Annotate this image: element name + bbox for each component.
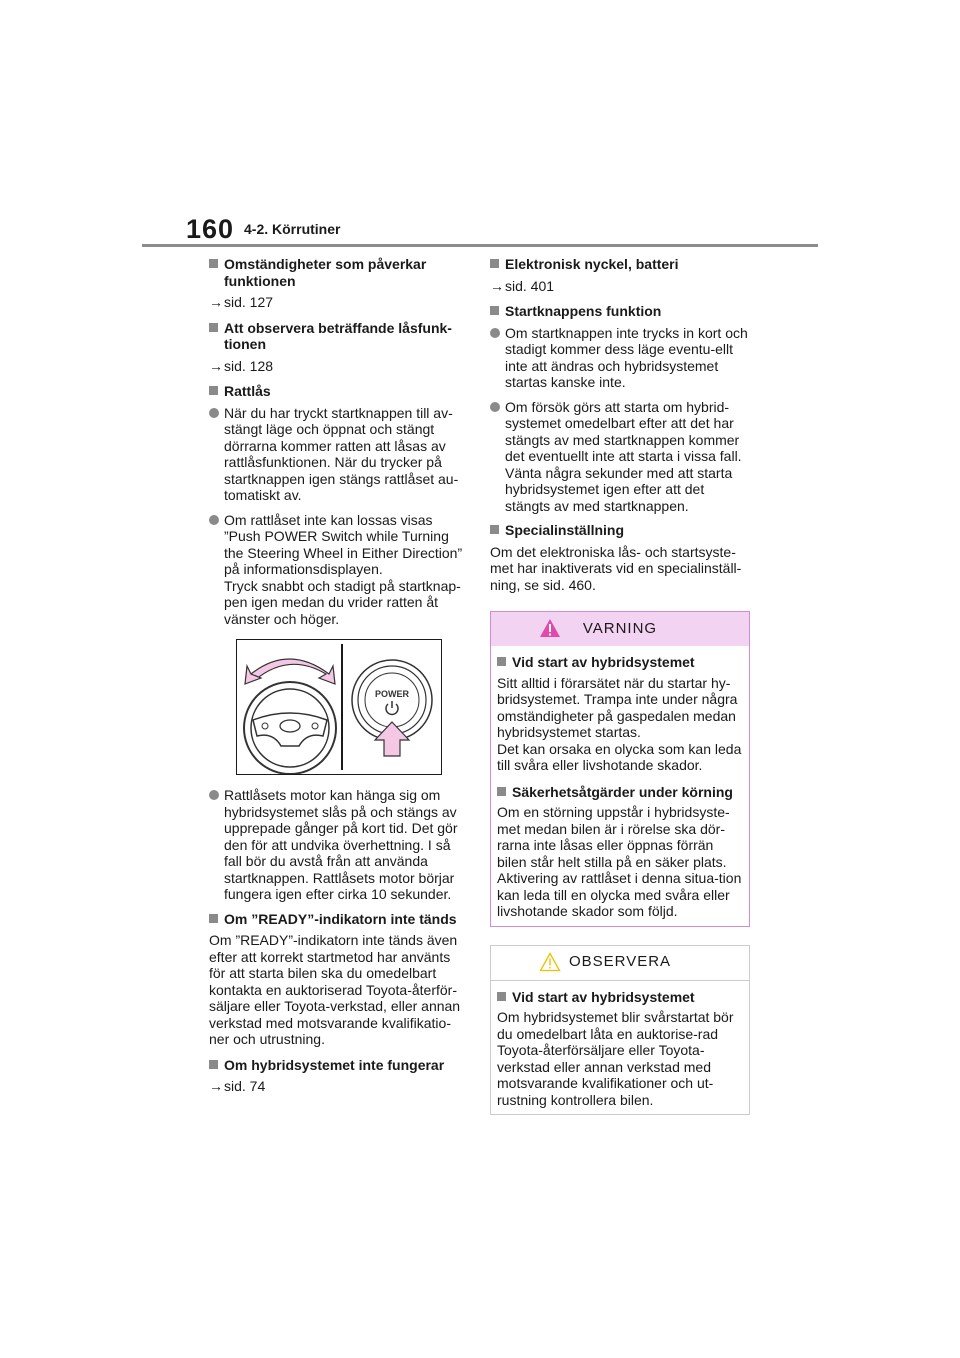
- warning-title-bar: [491, 612, 749, 646]
- right-column: [490, 256, 750, 1115]
- power-label: POWER: [374, 689, 410, 699]
- heading-special-setting: Specialinställning: [490, 522, 750, 539]
- warning-text: Om en störning uppstår i hybridsyste-met medan bilen är i rörelse ska dör-rarna inte låsas eller öppnas förrän bilen står helt stilla på en säker plats. Aktivering av rattlåset i denna situa-tion kan leda till en olycka med svåra eller livshotande skador som följd.: [497, 804, 742, 919]
- bullet-text: Om rattlåset inte kan lossas visas ”Push POWER Switch while Turning the Steering Wheel in Either Direction” på informationsdisplayen.: [224, 511, 463, 577]
- paragraph: Om ”READY”-indikatorn inte tänds även efter att korrekt startmetod har använts för att starta bilen ska du omedelbart kontakta en auktoriserad Toyota-återför-säljare eller Toyota-verkstad, eller annan verkstad med motsvarande kvalifikatio-ner och utrustning.: [209, 932, 461, 1047]
- bullet-item: När du har tryckt startknappen till av-stängt läge och öppnat och stängt dörrarna kommer ratten att låsas av rattlåsfunktionen. När du trycker på startknappen igen stängs rattlåset au-tomatiskt av.: [209, 405, 467, 504]
- paragraph: Om det elektroniska lås- och startsyste-met har inaktiverats vid en specialinställ-ning, se sid. 460.: [490, 543, 742, 593]
- power-button-illustration: [343, 640, 441, 774]
- notice-title-bar: [491, 946, 749, 981]
- bullet-item: [209, 512, 467, 628]
- heading-ready-indicator: Om ”READY”-indikatorn inte tänds: [209, 911, 467, 928]
- bullet-item: Om startknappen inte trycks in kort och stadigt kommer dess läge eventu-ellt inte att ändras och hybridsystemet startas kanske inte.: [490, 325, 750, 391]
- heading-hybrid-system: Om hybridsystemet inte fungerar: [209, 1057, 467, 1074]
- header-rule: [142, 244, 818, 247]
- notice-box: [490, 945, 750, 1116]
- page-number: 160: [186, 214, 235, 244]
- warning-title: VARNING: [582, 619, 658, 637]
- reference-text: sid. 74: [224, 1078, 266, 1094]
- warning-heading: Säkerhetsåtgärder under körning: [497, 784, 743, 801]
- heading-start-button: Startknappens funktion: [490, 303, 750, 320]
- heading-steering-lock: Rattlås: [209, 383, 467, 400]
- reference-text: sid. 128: [224, 357, 274, 374]
- notice-body: [491, 981, 749, 1115]
- arrow-right-icon: →: [209, 1078, 223, 1094]
- left-column: [209, 256, 467, 1104]
- heading-key-battery: Elektronisk nyckel, batteri: [490, 256, 750, 273]
- warning-box: [490, 611, 750, 927]
- steering-power-figure: [236, 639, 442, 775]
- reference-text: sid. 127: [224, 294, 274, 310]
- warning-text: Det kan orsaka en olycka som kan leda till svåra eller livshotande skador.: [497, 740, 742, 773]
- page-reference: [209, 294, 467, 311]
- arrow-right-icon: →: [490, 277, 504, 294]
- warning-triangle-icon: [539, 618, 561, 638]
- warning-heading: Vid start av hybridsystemet: [497, 654, 743, 671]
- page-reference: [209, 1078, 467, 1095]
- caution-triangle-icon: [539, 952, 561, 972]
- bullet-text: Tryck snabbt och stadigt på startknap-pen igen medan du vrider ratten åt vänster och höger.: [224, 577, 461, 627]
- bullet-item: Om försök görs att starta om hybrid-systemet omedelbart efter att det har stängts av med startknappen kommer det eventuellt inte att starta i vissa fall. Vänta några sekunder med att starta hybridsystemet igen efter att det stängts av med startknappen.: [490, 399, 750, 515]
- page-reference: [209, 358, 467, 375]
- notice-heading: Vid start av hybridsystemet: [497, 989, 743, 1006]
- warning-body: [491, 646, 749, 926]
- heading-circumstances: Omständigheter som påverkar funktionen: [209, 256, 467, 289]
- heading-lock-function: Att observera beträffande låsfunk-tionen: [209, 320, 467, 353]
- arrow-right-icon: →: [209, 294, 223, 310]
- warning-text: Sitt alltid i förarsätet när du startar hy-bridsystemet. Trampa inte under några omständigheter på gaspedalen medan hybridsystemet startas.: [497, 674, 738, 740]
- page-reference: [490, 278, 750, 295]
- notice-title: OBSERVERA: [568, 953, 672, 971]
- section-title: 4-2. Körrutiner: [244, 221, 341, 237]
- bullet-item: Rattlåsets motor kan hänga sig om hybridsystemet slås på och stängs av upprepade gånger på kort tid. Det gör den för att undvika överhettning. I så fall bör du avstå från att använda startknappen. Rattlåsets motor börjar fungera igen efter cirka 10 sekunder.: [209, 787, 467, 903]
- notice-text: Om hybridsystemet blir svårstartat bör du omedelbart låta en auktorise-rad Toyota-återförsäljare eller Toyota-verkstad eller annan verkstad med motsvarande kvalifikationer och ut-rustning kontrollera bilen.: [497, 1009, 734, 1108]
- reference-text: sid. 401: [505, 277, 555, 294]
- arrow-right-icon: →: [209, 357, 223, 374]
